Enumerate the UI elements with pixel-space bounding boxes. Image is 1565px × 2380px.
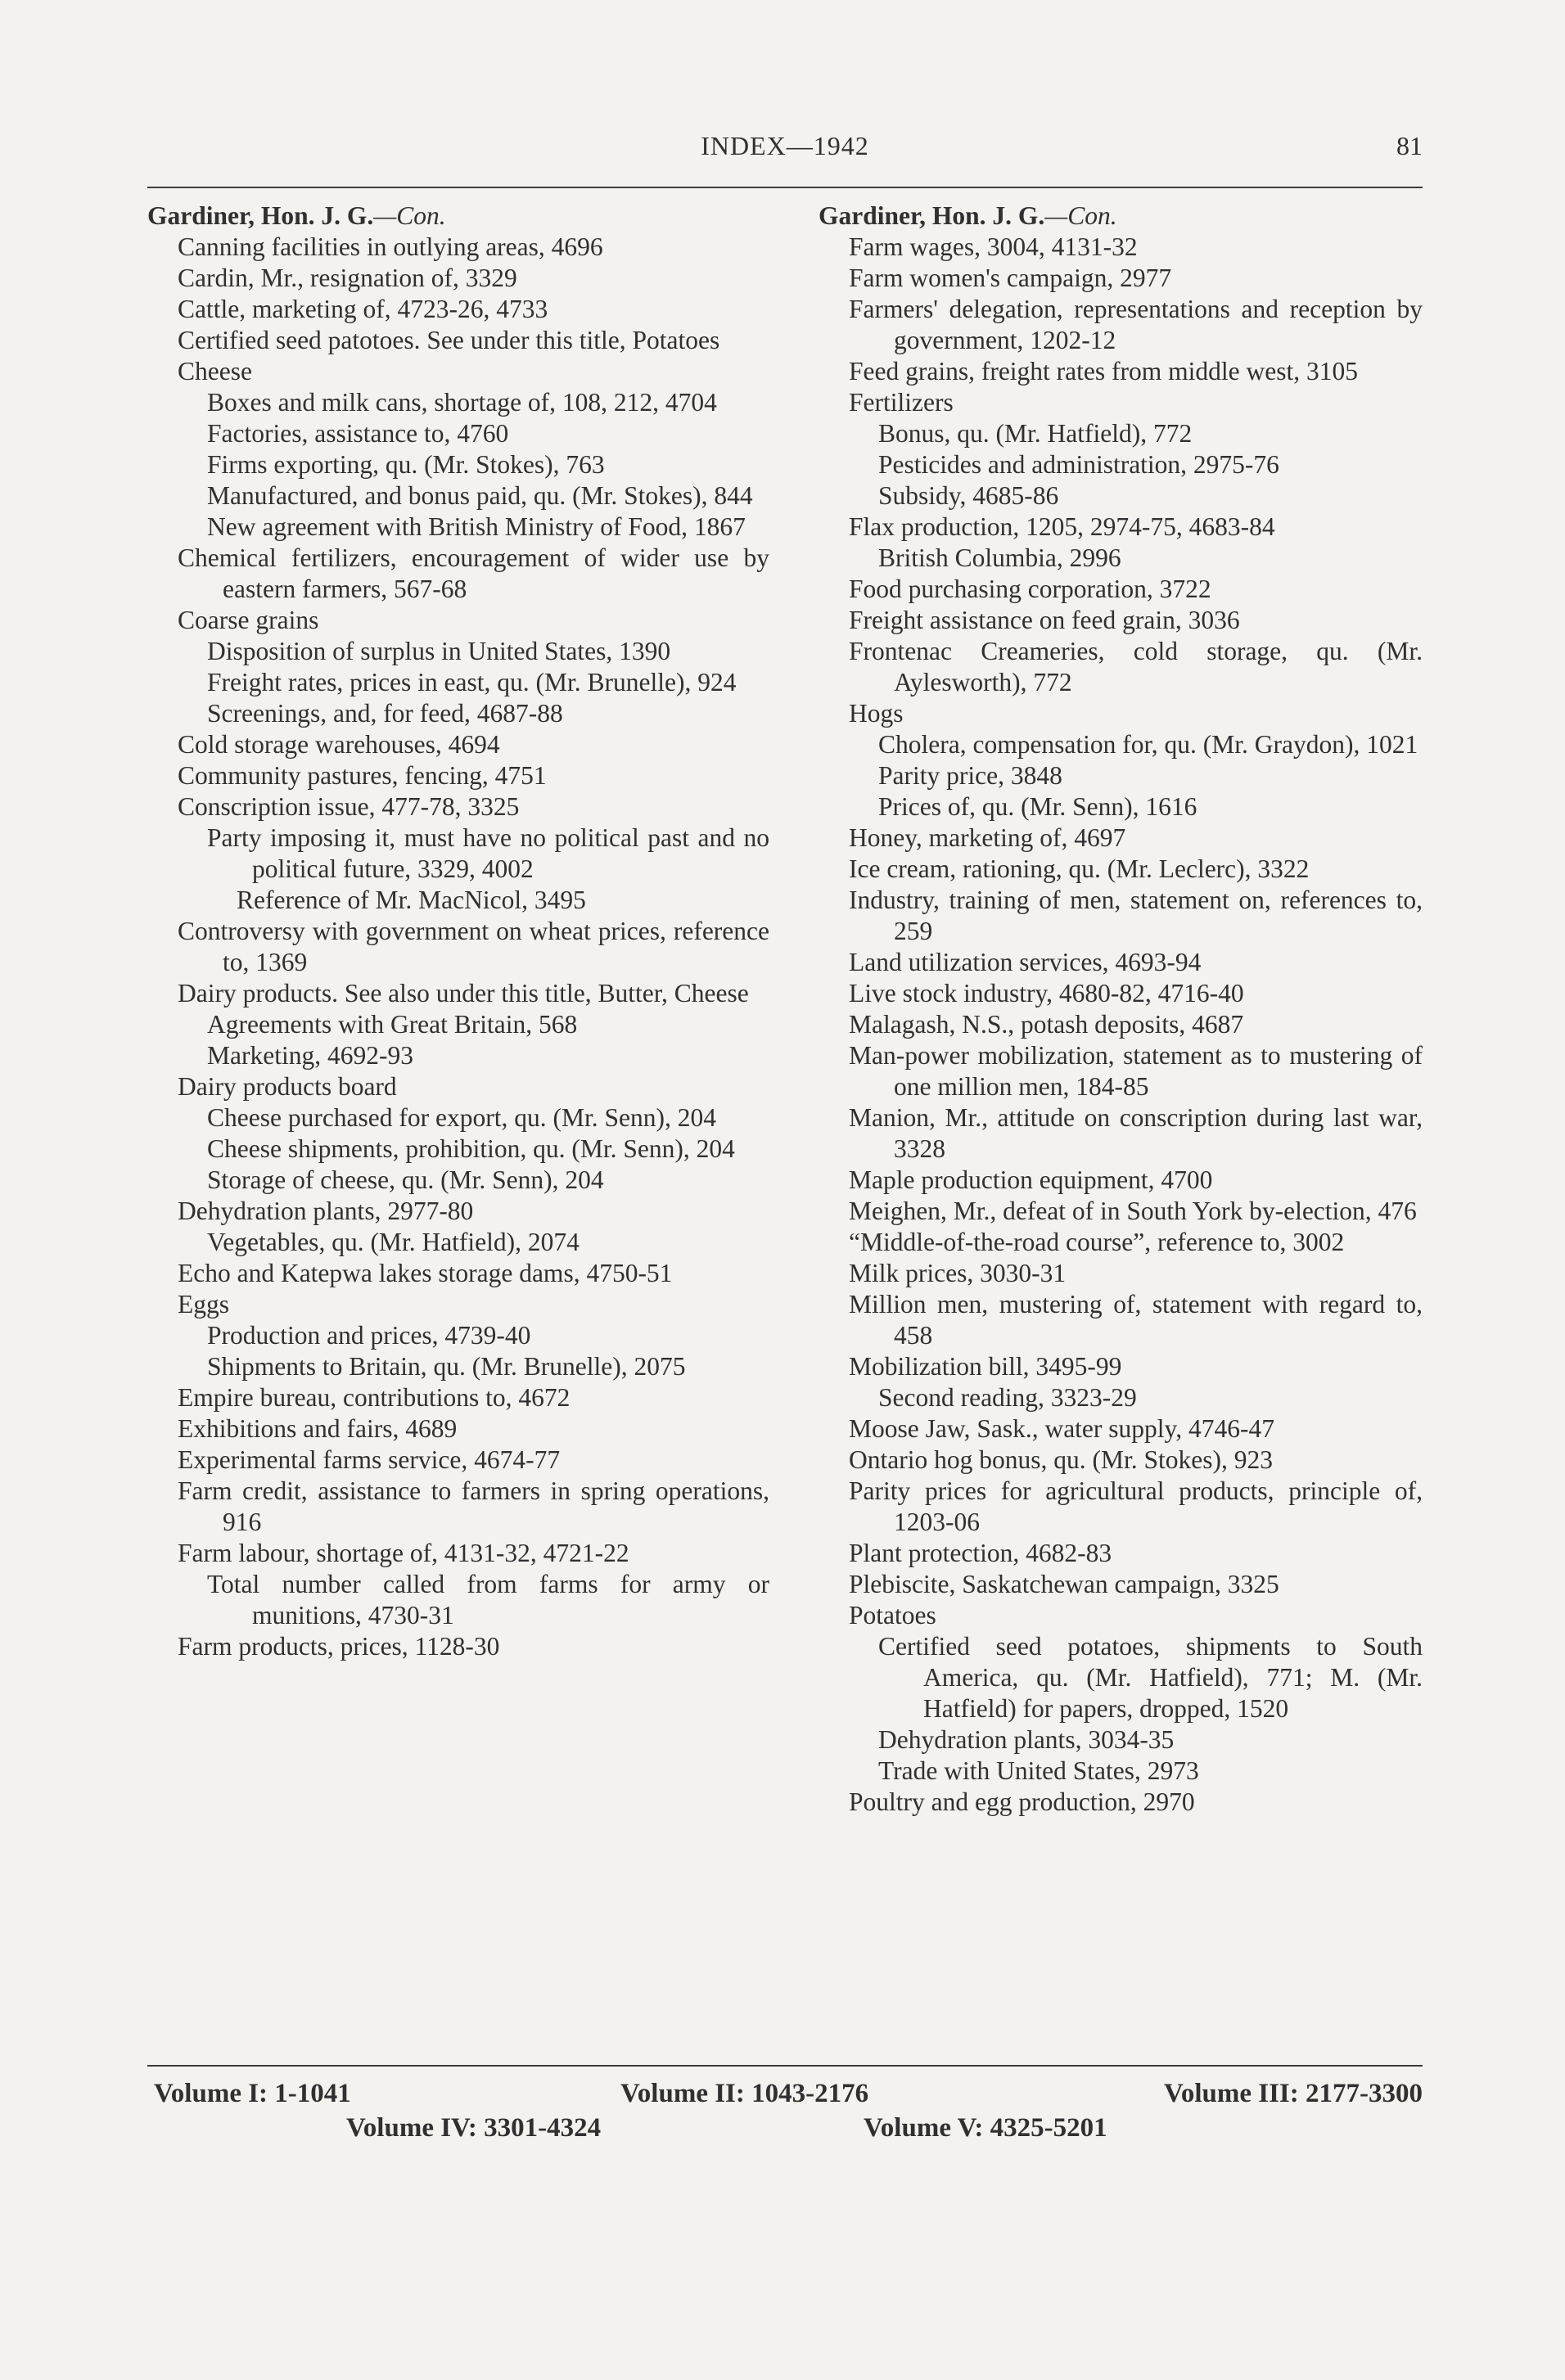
index-entry: Farm credit, assistance to farmers in spring operations, 916 bbox=[178, 1476, 769, 1536]
index-entry: Farmers' delegation, representations and reception by government, 1202-12 bbox=[849, 295, 1423, 354]
index-entry: Factories, assistance to, 4760 bbox=[207, 419, 509, 448]
index-entry: Plant protection, 4682-83 bbox=[849, 1539, 1112, 1567]
index-entry: Farm women's campaign, 2977 bbox=[849, 264, 1172, 292]
index-entry: Ice cream, rationing, qu. (Mr. Leclerc), 3322 bbox=[849, 854, 1310, 883]
index-entry: Dairy products board bbox=[178, 1072, 397, 1101]
index-entry: Certified seed patotoes. See under this title, Potatoes bbox=[178, 326, 720, 354]
volume-4: Volume IV: 3301-4324 bbox=[346, 2113, 602, 2143]
column-heading bbox=[819, 201, 1423, 232]
index-entry: Manufactured, and bonus paid, qu. (Mr. Stokes), 844 bbox=[207, 481, 753, 510]
index-entry: Chemical fertilizers, encouragement of wider use by eastern farmers, 567-68 bbox=[178, 543, 769, 603]
index-column-right bbox=[819, 201, 1423, 1818]
index-entry: Live stock industry, 4680-82, 4716-40 bbox=[849, 979, 1244, 1007]
entry-list bbox=[147, 232, 769, 1662]
index-entry: Parity price, 3848 bbox=[878, 761, 1062, 790]
index-entry: Cheese shipments, prohibition, qu. (Mr. Senn), 204 bbox=[207, 1134, 735, 1163]
index-entry: Land utilization services, 4693-94 bbox=[849, 948, 1202, 976]
index-entry: Moose Jaw, Sask., water supply, 4746-47 bbox=[849, 1414, 1274, 1443]
heading-continued: —Con. bbox=[373, 201, 446, 230]
index-entry: Cheese bbox=[178, 357, 252, 385]
index-entry: Malagash, N.S., potash deposits, 4687 bbox=[849, 1010, 1244, 1039]
index-entry: Canning facilities in outlying areas, 4696 bbox=[178, 232, 603, 261]
index-entry: Food purchasing corporation, 3722 bbox=[849, 575, 1211, 603]
index-entry: Exhibitions and fairs, 4689 bbox=[178, 1414, 458, 1443]
index-entry: Bonus, qu. (Mr. Hatfield), 772 bbox=[878, 419, 1193, 448]
index-entry: Milk prices, 3030-31 bbox=[849, 1259, 1067, 1287]
index-entry: Fertilizers bbox=[849, 388, 954, 417]
index-entry: Total number called from farms for army or munitions, 4730-31 bbox=[207, 1570, 769, 1629]
index-entry: Dehydration plants, 2977-80 bbox=[178, 1197, 474, 1225]
index-entry: Plebiscite, Saskatchewan campaign, 3325 bbox=[849, 1570, 1279, 1598]
index-entry: Echo and Katepwa lakes storage dams, 4750-51 bbox=[178, 1259, 673, 1287]
heading-name: Gardiner, Hon. J. G. bbox=[147, 201, 374, 230]
index-entry: Cholera, compensation for, qu. (Mr. Graydon), 1021 bbox=[878, 730, 1418, 759]
heading-name: Gardiner, Hon. J. G. bbox=[819, 201, 1045, 230]
index-entry: Industry, training of men, statement on, references to, 259 bbox=[849, 886, 1423, 945]
index-entry: Prices of, qu. (Mr. Senn), 1616 bbox=[878, 792, 1197, 821]
volume-3: Volume III: 2177-3300 bbox=[1164, 2079, 1423, 2108]
index-entry: Feed grains, freight rates from middle west, 3105 bbox=[849, 357, 1358, 385]
index-entry: Meighen, Mr., defeat of in South York by-election, 476 bbox=[849, 1197, 1417, 1225]
volume-5: Volume V: 4325-5201 bbox=[864, 2113, 1107, 2143]
heading-continued: —Con. bbox=[1044, 201, 1117, 230]
index-entry: Mobilization bill, 3495-99 bbox=[849, 1352, 1122, 1381]
index-entry: Pesticides and administration, 2975-76 bbox=[878, 450, 1279, 479]
index-entry: Disposition of surplus in United States, 1390 bbox=[207, 637, 671, 665]
volume-2: Volume II: 1043-2176 bbox=[620, 2079, 869, 2108]
index-entry: Subsidy, 4685-86 bbox=[878, 481, 1059, 510]
page-title: INDEX—1942 bbox=[701, 131, 869, 160]
index-entry: Farm labour, shortage of, 4131-32, 4721-22 bbox=[178, 1539, 629, 1567]
volume-1: Volume I: 1-1041 bbox=[154, 2079, 351, 2108]
index-entry: Shipments to Britain, qu. (Mr. Brunelle), 2075 bbox=[207, 1352, 686, 1381]
index-entry: Million men, mustering of, statement with regard to, 458 bbox=[849, 1290, 1423, 1350]
index-entry: Eggs bbox=[178, 1290, 229, 1318]
index-entry: Storage of cheese, qu. (Mr. Senn), 204 bbox=[207, 1165, 604, 1194]
footer-rule bbox=[147, 2065, 1423, 2067]
index-entry: Freight rates, prices in east, qu. (Mr. Brunelle), 924 bbox=[207, 668, 737, 696]
index-entry: Cheese purchased for export, qu. (Mr. Senn), 204 bbox=[207, 1103, 716, 1132]
column-heading bbox=[147, 201, 769, 232]
index-entry: Farm wages, 3004, 4131-32 bbox=[849, 232, 1138, 261]
index-entry: Trade with United States, 2973 bbox=[878, 1756, 1199, 1785]
index-entry: Man-power mobilization, statement as to mustering of one million men, 184-85 bbox=[849, 1041, 1423, 1101]
index-entry: Maple production equipment, 4700 bbox=[849, 1165, 1213, 1194]
index-entry: Poultry and egg production, 2970 bbox=[849, 1787, 1195, 1816]
index-entry: British Columbia, 2996 bbox=[878, 543, 1121, 572]
index-entry: Production and prices, 4739-40 bbox=[207, 1321, 531, 1350]
header-rule bbox=[147, 187, 1423, 188]
index-entry: Dairy products. See also under this title, Butter, Cheese bbox=[178, 979, 749, 1007]
index-entry: Boxes and milk cans, shortage of, 108, 212, 4704 bbox=[207, 388, 717, 417]
index-entry: Hogs bbox=[849, 699, 904, 728]
index-entry: Cold storage warehouses, 4694 bbox=[178, 730, 500, 759]
index-entry: Empire bureau, contributions to, 4672 bbox=[178, 1383, 571, 1412]
index-entry: “Middle-of-the-road course”, reference to, 3002 bbox=[849, 1228, 1345, 1256]
page-header bbox=[147, 131, 1423, 174]
index-entry: Screenings, and, for feed, 4687-88 bbox=[207, 699, 563, 728]
index-entry: Manion, Mr., attitude on conscription during last war, 3328 bbox=[849, 1103, 1423, 1163]
index-entry: Conscription issue, 477-78, 3325 bbox=[178, 792, 520, 821]
index-entry: Honey, marketing of, 4697 bbox=[849, 823, 1126, 852]
index-entry: Second reading, 3323-29 bbox=[878, 1383, 1137, 1412]
index-entry: Freight assistance on feed grain, 3036 bbox=[849, 606, 1240, 634]
index-entry: Certified seed potatoes, shipments to South America, qu. (Mr. Hatfield), 771; M. (Mr. Hatfield) for papers, dropped, 1520 bbox=[878, 1632, 1423, 1723]
entry-list bbox=[819, 232, 1423, 1818]
index-entry: Flax production, 1205, 2974-75, 4683-84 bbox=[849, 512, 1275, 541]
index-entry: Vegetables, qu. (Mr. Hatfield), 2074 bbox=[207, 1228, 580, 1256]
index-entry: Reference of Mr. MacNicol, 3495 bbox=[237, 886, 586, 914]
index-entry: Dehydration plants, 3034-35 bbox=[878, 1725, 1175, 1754]
index-entry: Potatoes bbox=[849, 1601, 936, 1629]
index-entry: Coarse grains bbox=[178, 606, 319, 634]
index-entry: Agreements with Great Britain, 568 bbox=[207, 1010, 578, 1039]
index-entry: Ontario hog bonus, qu. (Mr. Stokes), 923 bbox=[849, 1445, 1273, 1474]
index-entry: Farm products, prices, 1128-30 bbox=[178, 1632, 500, 1661]
index-entry: Marketing, 4692-93 bbox=[207, 1041, 413, 1070]
index-entry: Cattle, marketing of, 4723-26, 4733 bbox=[178, 295, 548, 323]
index-entry: Controversy with government on wheat prices, reference to, 1369 bbox=[178, 917, 769, 976]
index-entry: Firms exporting, qu. (Mr. Stokes), 763 bbox=[207, 450, 605, 479]
index-entry: Party imposing it, must have no political past and no political future, 3329, 4002 bbox=[207, 823, 769, 883]
index-entry: Cardin, Mr., resignation of, 3329 bbox=[178, 264, 517, 292]
index-entry: Parity prices for agricultural products, principle of, 1203-06 bbox=[849, 1476, 1423, 1536]
index-entry: Frontenac Creameries, cold storage, qu. (Mr. Aylesworth), 772 bbox=[849, 637, 1423, 696]
index-column-left bbox=[147, 201, 769, 1662]
volume-footer bbox=[147, 2079, 1423, 2148]
index-entry: New agreement with British Ministry of Food, 1867 bbox=[207, 512, 746, 541]
index-entry: Community pastures, fencing, 4751 bbox=[178, 761, 547, 790]
index-entry: Experimental farms service, 4674-77 bbox=[178, 1445, 561, 1474]
page-number: 81 bbox=[1396, 131, 1423, 160]
